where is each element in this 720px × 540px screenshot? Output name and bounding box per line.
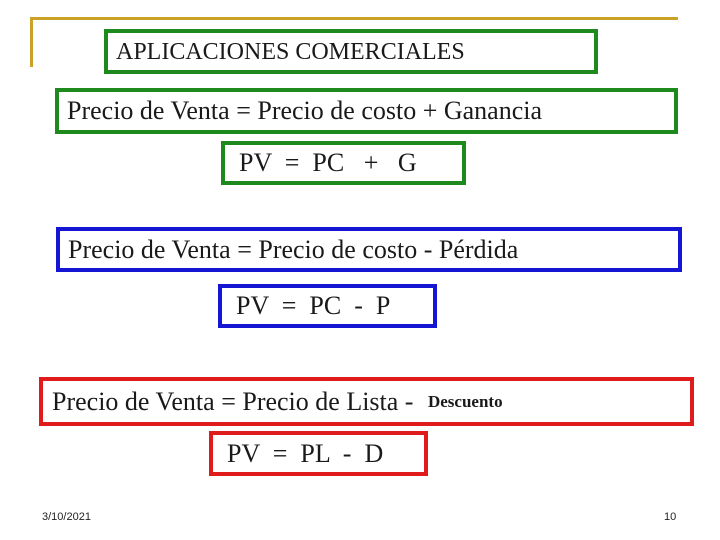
decorative-top-rule <box>30 17 678 20</box>
formula-ganancia-short: PV = PC + G <box>239 148 417 177</box>
formula-perdida-box <box>56 227 682 272</box>
formula-ganancia-text: Precio de Venta = Precio de costo + Ganancia <box>67 96 543 125</box>
slide-title: APLICACIONES COMERCIALES <box>104 29 598 74</box>
footer-date: 3/10/2021 <box>42 511 91 523</box>
formula-perdida-short-box <box>218 284 437 328</box>
decorative-left-rule <box>30 17 33 67</box>
formula-perdida-text: Precio de Venta = Precio de costo - Pérdida <box>68 234 519 264</box>
footer-page-number: 10 <box>664 511 677 523</box>
formula-descuento-text: Precio de Venta = Precio de Lista - <box>52 386 420 416</box>
formula-descuento-small: Descuento <box>427 392 503 411</box>
formula-ganancia-box <box>55 88 678 134</box>
formula-descuento-short: PV = PL - D <box>227 438 384 468</box>
formula-ganancia-short-box <box>221 141 466 185</box>
formula-perdida-short: PV = PC - P <box>236 291 391 320</box>
formula-descuento-box <box>39 377 694 426</box>
formula-descuento-short-box <box>209 431 428 476</box>
